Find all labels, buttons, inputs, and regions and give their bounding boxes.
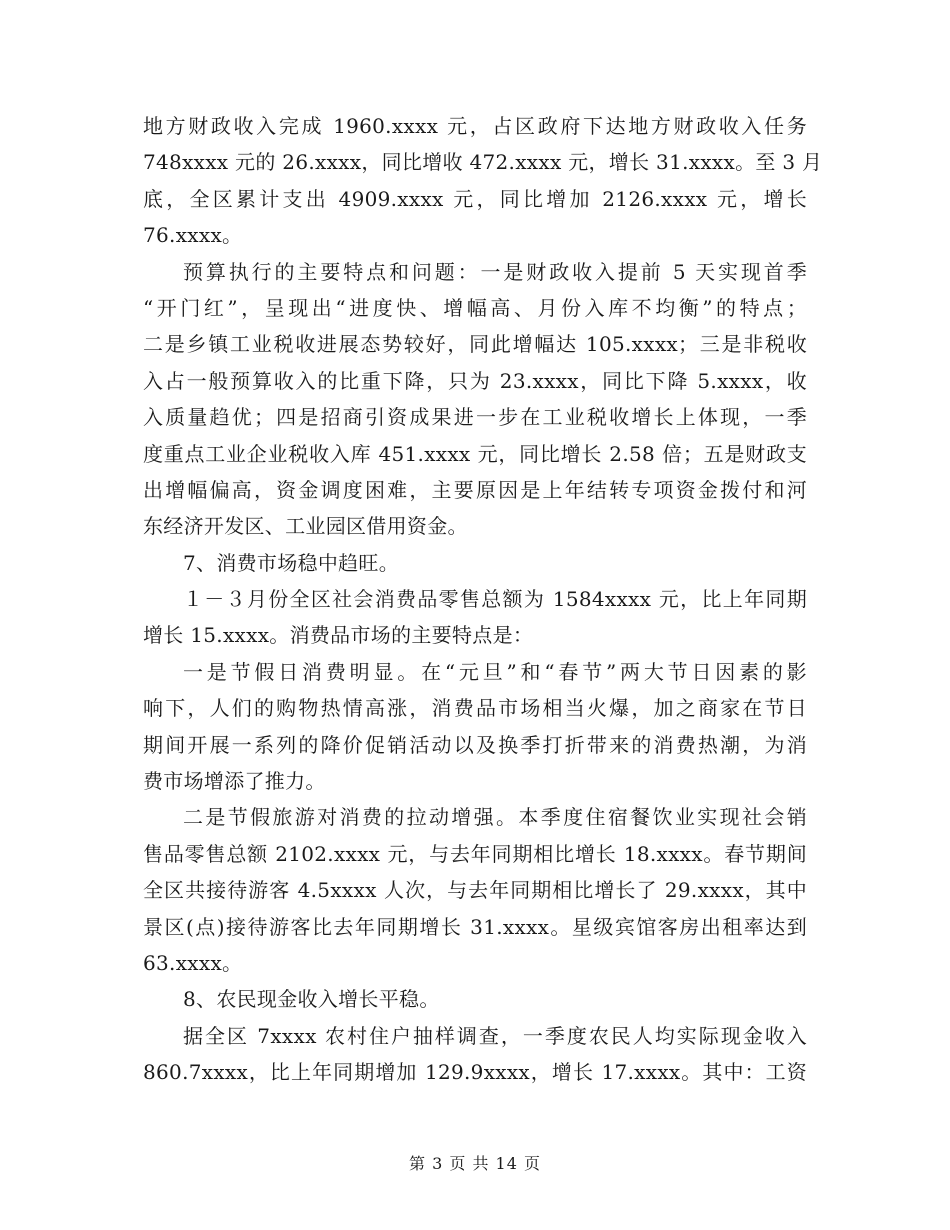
- text-line: 底，全区累计支出 4909.xxxx 元，同比增加 2126.xxxx 元，增长: [143, 186, 807, 211]
- text-line: 8、农民现金收入增长平稳。: [183, 987, 440, 1012]
- text-line: 度重点工业企业税收入库 451.xxxx 元，同比增长 2.58 倍；五是财政支: [143, 441, 807, 466]
- text-line: １－３月份全区社会消费品零售总额为 1584xxxx 元，比上年同期: [183, 587, 807, 612]
- document-body: [143, 108, 823, 1091]
- text-line: 入占一般预算收入的比重下降，只为 23.xxxx，同比下降 5.xxxx，收: [143, 368, 807, 393]
- text-line: 76.xxxx。: [143, 223, 243, 248]
- text-line: 入质量趋优；四是招商引资成果进一步在工业税收增长上体现，一季: [143, 405, 807, 430]
- text-line: 全区共接待游客 4.5xxxx 人次，与去年同期相比增长了 29.xxxx，其中: [143, 878, 807, 903]
- text-line: 63.xxxx。: [143, 950, 243, 975]
- text-line: 预算执行的主要特点和问题：一是财政收入提前 5 天实现首季: [183, 259, 807, 284]
- text-line: 出增幅偏高，资金调度困难，主要原因是上年结转专项资金拨付和河: [143, 477, 807, 502]
- text-line: 二是节假旅游对消费的拉动增强。本季度住宿餐饮业实现社会销: [183, 805, 807, 830]
- text-line: 东经济开发区、工业园区借用资金。: [143, 514, 468, 539]
- text-line: 地方财政收入完成 1960.xxxx 元，占区政府下达地方财政收入任务: [143, 114, 807, 138]
- text-line: 据全区 7xxxx 农村住户抽样调查，一季度农民人均实际现金收入: [183, 1023, 807, 1048]
- text-line: “开门红”，呈现出“进度快、增幅高、月份入库不均衡”的特点；: [143, 295, 807, 320]
- text-line: 一是节假日消费明显。在“元旦”和“春节”两大节日因素的影: [183, 659, 807, 684]
- text-line: 期间开展一系列的降价促销活动以及换季打折带来的消费热潮，为消: [143, 732, 807, 757]
- text-line: 费市场增添了推力。: [143, 769, 326, 794]
- text-line: 748xxxx 元的 26.xxxx，同比增收 472.xxxx 元，增长 31.xxxx。至 3 月: [143, 150, 823, 175]
- page-footer: 第 3 页 共 14 页: [409, 1154, 541, 1173]
- text-line: 响下，人们的购物热情高涨，消费品市场相当火爆，加之商家在节日: [143, 696, 807, 721]
- text-line: 增长 15.xxxx。消费品市场的主要特点是：: [143, 623, 534, 648]
- text-line: 景区(点)接待游客比去年同期增长 31.xxxx。星级宾馆客房出租率达到: [143, 914, 807, 939]
- text-line: 二是乡镇工业税收进展态势较好，同此增幅达 105.xxxx；三是非税收: [143, 332, 807, 357]
- text-line: 售品零售总额 2102.xxxx 元，与去年同期相比增长 18.xxxx。春节期间: [143, 841, 807, 866]
- text-line: 860.7xxxx，比上年同期增加 129.9xxxx，增长 17.xxxx。其中：工资: [143, 1060, 807, 1085]
- text-line: 7、消费市场稳中趋旺。: [183, 550, 400, 575]
